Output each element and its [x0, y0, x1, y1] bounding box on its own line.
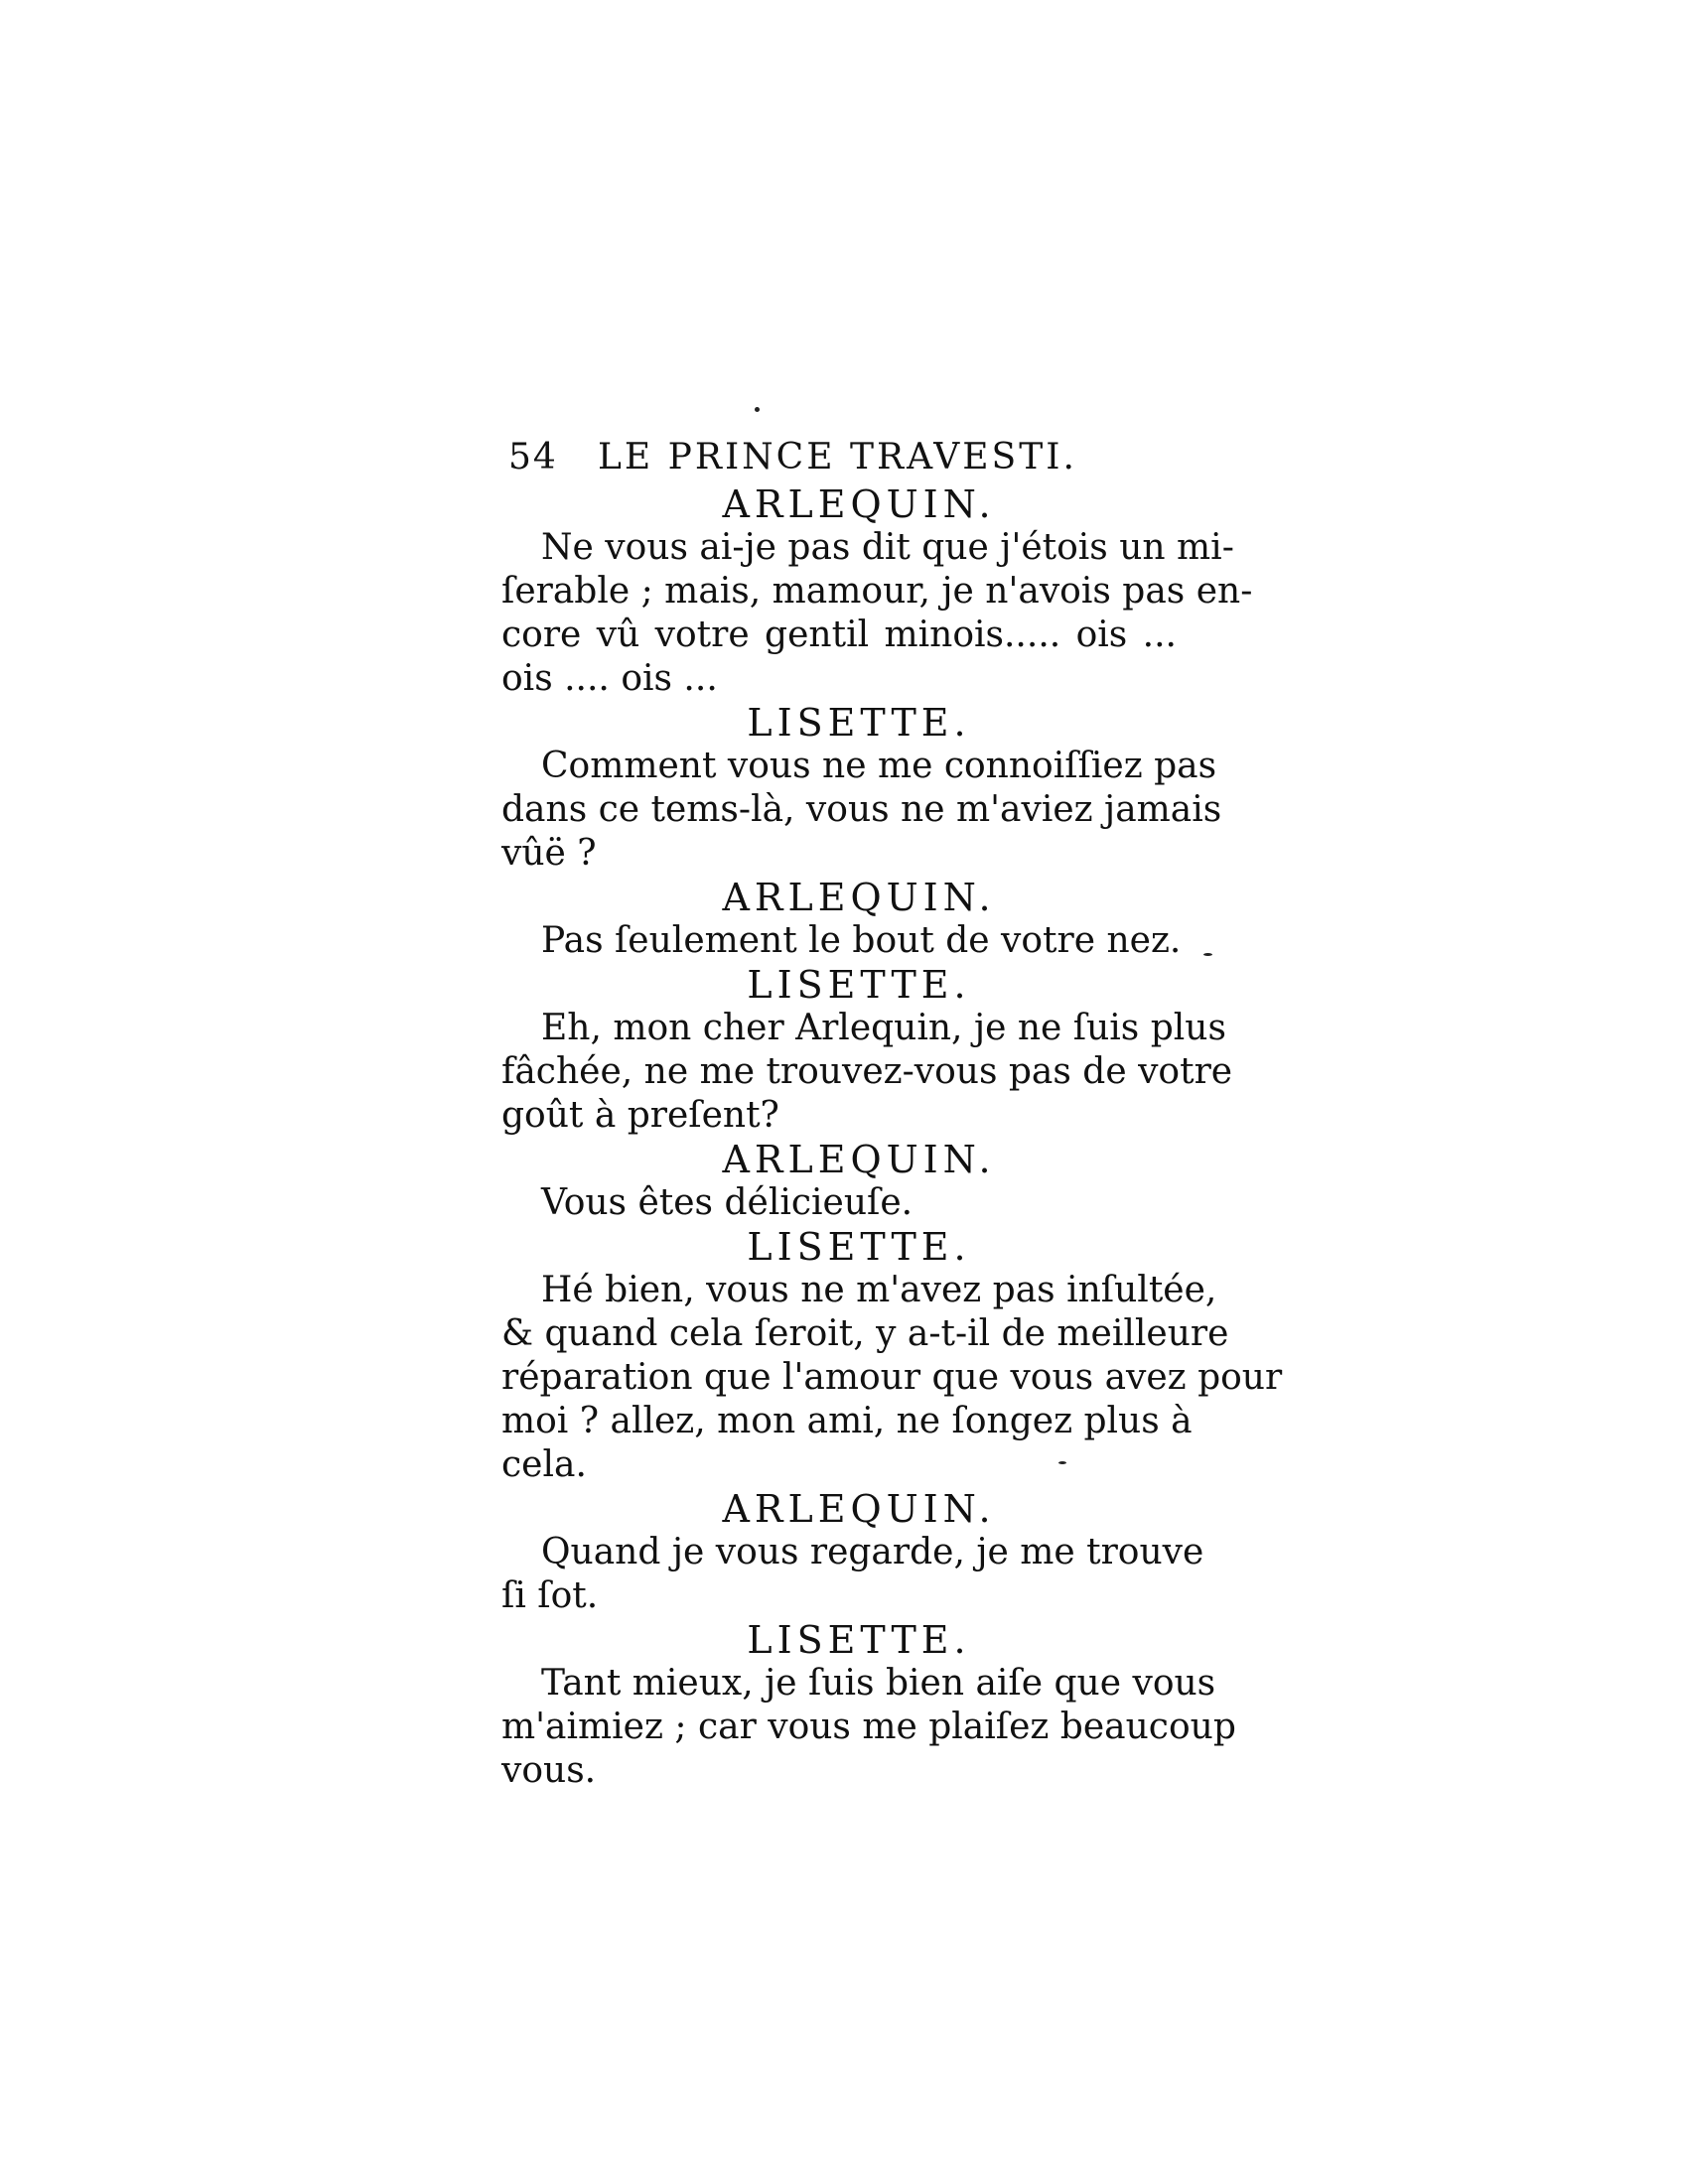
speaker-name: ARLEQUIN.: [722, 876, 996, 919]
speech-line: m'aimiez ; car vous me plaiſez beaucoup: [501, 1706, 1236, 1747]
speech-line: Tant mieux, je ſuis bien aiſe que vous: [541, 1663, 1216, 1704]
speech-line: Comment vous ne me connoiſſiez pas: [541, 746, 1217, 786]
speech-line: Hé bien, vous ne m'avez pas inſultée,: [541, 1270, 1217, 1310]
speech-line: Pas ſeulement le bout de votre nez.: [541, 920, 1182, 961]
speaker-name: LISETTE.: [747, 963, 971, 1007]
speech-line: moi ? allez, mon ami, ne ſongez plus à: [501, 1401, 1193, 1441]
speech-line: core vû votre gentil minois..... ois ...: [501, 614, 1177, 655]
speech-line: Ne vous ai-je pas dit que j'étois un mi-: [541, 527, 1234, 568]
speaker-name: ARLEQUIN.: [722, 482, 996, 526]
speech-line: réparation que l'amour que vous avez pour: [501, 1357, 1283, 1398]
print-speck: [1203, 953, 1212, 956]
page-number: 54: [508, 437, 558, 478]
speech-line: dans ce tems-là, vous ne m'aviez jamais: [501, 789, 1222, 830]
speaker-name: LISETTE.: [747, 1225, 971, 1269]
speech-line: Eh, mon cher Arlequin, je ne ſuis plus: [541, 1008, 1226, 1048]
speaker-name: ARLEQUIN.: [722, 1138, 996, 1181]
speech-line: & quand cela ſeroit, y a-t-il de meilleure: [501, 1313, 1229, 1354]
speech-line: ois .... ois ...: [501, 658, 718, 699]
dialogue-text: [501, 482, 1283, 1793]
print-speck: [755, 407, 760, 412]
speech-line: ſi ſot.: [501, 1575, 599, 1616]
speech-line: vous.: [501, 1750, 597, 1791]
speech-line: Quand je vous regarde, je me trouve: [541, 1532, 1204, 1572]
speech-line: fâchée, ne me trouvez-vous pas de votre: [501, 1051, 1233, 1092]
speech-line: Vous êtes délicieuſe.: [541, 1182, 914, 1223]
speech-line: ſerable ; mais, mamour, je n'avois pas en-: [501, 571, 1253, 612]
page-header: [508, 437, 1203, 484]
speech-line: vûë ?: [501, 833, 597, 874]
speaker-name: LISETTE.: [747, 701, 971, 745]
speech-line: goût à preſent?: [501, 1095, 779, 1136]
print-speck: [1058, 1461, 1066, 1464]
running-title: LE PRINCE TRAVESTI.: [598, 437, 1077, 478]
speech-line: cela.: [501, 1444, 587, 1485]
speaker-name: LISETTE.: [747, 1618, 971, 1662]
speaker-name: ARLEQUIN.: [722, 1487, 996, 1531]
